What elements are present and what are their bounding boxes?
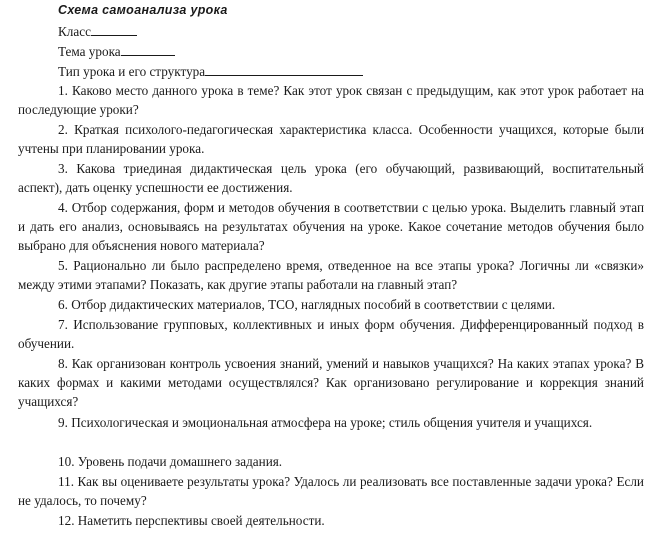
lesson-type-field <box>58 62 363 81</box>
list-item: 5. Рационально ли было распределено время, отведенное на все этапы урока? Логичны ли «связки» между этими этапами? Показать, как другие этапы работали на главный этап? <box>18 258 644 293</box>
list-item: 8. Как организован контроль усвоения знаний, умений и навыков учащихся? На каких этапах урока? В каких формах и какими методами осуществлялся? Как организовано регулирование и коррекция знаний учащихся? <box>18 356 644 410</box>
class-field-label: Класс <box>58 24 91 39</box>
list-item: 7. Использование групповых, коллективных и иных форм обучения. Дифференцированный подход в обучении. <box>18 317 644 352</box>
list-item: 11. Как вы оцениваете результаты урока? Удалось ли реализовать все поставленные задачи урока? Если не удалось, то почему? <box>18 474 644 509</box>
topic-field-label: Тема урока <box>58 44 121 59</box>
list-item: 3. Какова триединая дидактическая цель урока (его обучающий, развивающий, воспитательный аспект), дать оценку успешности ее достижения. <box>18 161 644 196</box>
list-item: 2. Краткая психолого-педагогическая характеристика класса. Особенности учащихся, которые были учтены при планировании урока. <box>18 122 644 157</box>
class-field <box>58 22 137 41</box>
lesson-type-field-blank <box>205 62 363 76</box>
list-item: 1. Каково место данного урока в теме? Как этот урок связан с предыдущим, как этот урок работает на последующие уроки? <box>18 83 644 118</box>
list-item: 12. Наметить перспективы своей деятельности. <box>58 513 325 528</box>
list-item: 10. Уровень подачи домашнего задания. <box>58 454 283 469</box>
topic-field-blank <box>121 42 175 56</box>
lesson-type-field-label: Тип урока и его структура <box>58 64 206 79</box>
document-title: Схема самоанализа урока <box>58 3 228 17</box>
list-item: 9. Психологическая и эмоциональная атмосфера на уроке; стиль общения учителя и учащихся. <box>58 415 593 430</box>
list-item: 6. Отбор дидактических материалов, ТСО, наглядных пособий в соответствии с целями. <box>58 297 556 312</box>
list-item: 4. Отбор содержания, форм и методов обучения в соответствии с целью урока. Выделить главный этап и дать его анализ, основываясь на результатах обучения на уроке. Какое сочетание методов обучения было выбрано для объяснения нового материала? <box>18 200 644 254</box>
class-field-blank <box>91 22 137 36</box>
topic-field <box>58 42 175 61</box>
